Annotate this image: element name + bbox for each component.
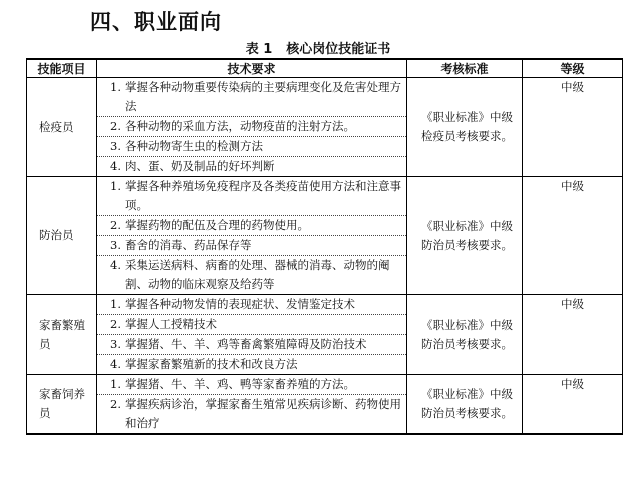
requirement-text: 采集运送病料、病畜的处理、器械的消毒、动物的阉割、动物的临床观察及给药等 — [125, 258, 390, 291]
requirement-text: 掌握药物的配伍及合理的药物使用。 — [125, 218, 309, 232]
requirement-item — [97, 157, 406, 176]
requirement-number: 3. — [110, 238, 121, 252]
requirement-number: 2. — [110, 317, 121, 331]
skill-item-cell: 家畜繁殖员 — [27, 295, 97, 375]
requirement-item — [97, 236, 406, 256]
assessment-standard-cell: 《职业标准》中级检疫员考核要求。 — [407, 78, 523, 177]
requirement-item — [97, 256, 406, 294]
header-level: 等级 — [523, 59, 623, 78]
requirement-number: 2. — [110, 397, 121, 411]
requirements-cell — [97, 375, 407, 435]
requirement-text: 掌握各种养殖场免疫程序及各类疫苗使用方法和注意事项。 — [125, 179, 401, 212]
requirement-number: 3. — [110, 139, 121, 153]
requirement-number: 2. — [110, 218, 121, 232]
requirement-text: 掌握人工授精技术 — [125, 317, 217, 331]
requirement-item — [97, 295, 406, 315]
table-caption — [0, 38, 636, 57]
requirement-number: 1. — [110, 179, 121, 193]
table-number: 表 1 — [245, 42, 273, 57]
requirement-text: 掌握各种动物重要传染病的主要病理变化及危害处理方法 — [125, 80, 401, 113]
requirement-item — [97, 315, 406, 335]
requirement-number: 4. — [110, 159, 121, 173]
requirement-item — [97, 355, 406, 374]
requirement-text: 掌握疾病诊治，掌握家畜生殖常见疾病诊断、药物使用和治疗 — [125, 397, 401, 430]
header-tech-requirements: 技术要求 — [97, 59, 407, 78]
skill-item-cell: 检疫员 — [27, 78, 97, 177]
requirement-item — [97, 137, 406, 157]
requirement-text: 各种动物寄生虫的检测方法 — [125, 139, 263, 153]
requirement-number: 1. — [110, 377, 121, 391]
level-cell: 中级 — [523, 375, 623, 435]
assessment-standard-cell: 《职业标准》中级防治员考核要求。 — [407, 177, 523, 295]
requirement-item — [97, 375, 406, 395]
requirement-text: 畜舍的消毒、药品保存等 — [125, 238, 252, 252]
table-row — [27, 78, 623, 177]
skills-table — [26, 58, 623, 435]
requirements-cell — [97, 295, 407, 375]
table-row — [27, 375, 623, 435]
requirement-text: 掌握各种动物发情的表现症状、发情鉴定技术 — [125, 297, 355, 311]
skill-item-cell: 防治员 — [27, 177, 97, 295]
requirement-item — [97, 335, 406, 355]
table-title: 核心岗位技能证书 — [286, 42, 391, 57]
requirement-text: 掌握猪、牛、羊、鸡、鸭等家畜养殖的方法。 — [125, 377, 355, 391]
skill-item-cell: 家畜饲养员 — [27, 375, 97, 435]
header-skill-item: 技能项目 — [27, 59, 97, 78]
requirements-cell — [97, 177, 407, 295]
requirement-number: 4. — [110, 258, 121, 272]
requirement-text: 掌握家畜繁殖新的技术和改良方法 — [125, 357, 298, 371]
table-header-row — [27, 59, 623, 78]
assessment-standard-cell: 《职业标准》中级防治员考核要求。 — [407, 375, 523, 435]
requirement-number: 4. — [110, 357, 121, 371]
requirement-number: 2. — [110, 119, 121, 133]
requirement-item — [97, 395, 406, 433]
requirement-text: 各种动物的采血方法，动物疫苗的注射方法。 — [125, 119, 355, 133]
requirement-item — [97, 117, 406, 137]
requirement-number: 1. — [110, 297, 121, 311]
requirement-text: 肉、蛋、奶及制品的好坏判断 — [125, 159, 275, 173]
header-assessment-standard: 考核标准 — [407, 59, 523, 78]
section-heading: 四、职业面向 — [90, 10, 222, 34]
requirement-number: 3. — [110, 337, 121, 351]
table-row — [27, 177, 623, 295]
requirement-item — [97, 78, 406, 117]
assessment-standard-cell: 《职业标准》中级防治员考核要求。 — [407, 295, 523, 375]
requirement-text: 掌握猪、牛、羊、鸡等畜禽繁殖障碍及防治技术 — [125, 337, 367, 351]
requirements-cell — [97, 78, 407, 177]
table-row — [27, 295, 623, 375]
requirement-item — [97, 177, 406, 216]
requirement-number: 1. — [110, 80, 121, 94]
requirement-item — [97, 216, 406, 236]
level-cell: 中级 — [523, 78, 623, 177]
level-cell: 中级 — [523, 295, 623, 375]
level-cell: 中级 — [523, 177, 623, 295]
